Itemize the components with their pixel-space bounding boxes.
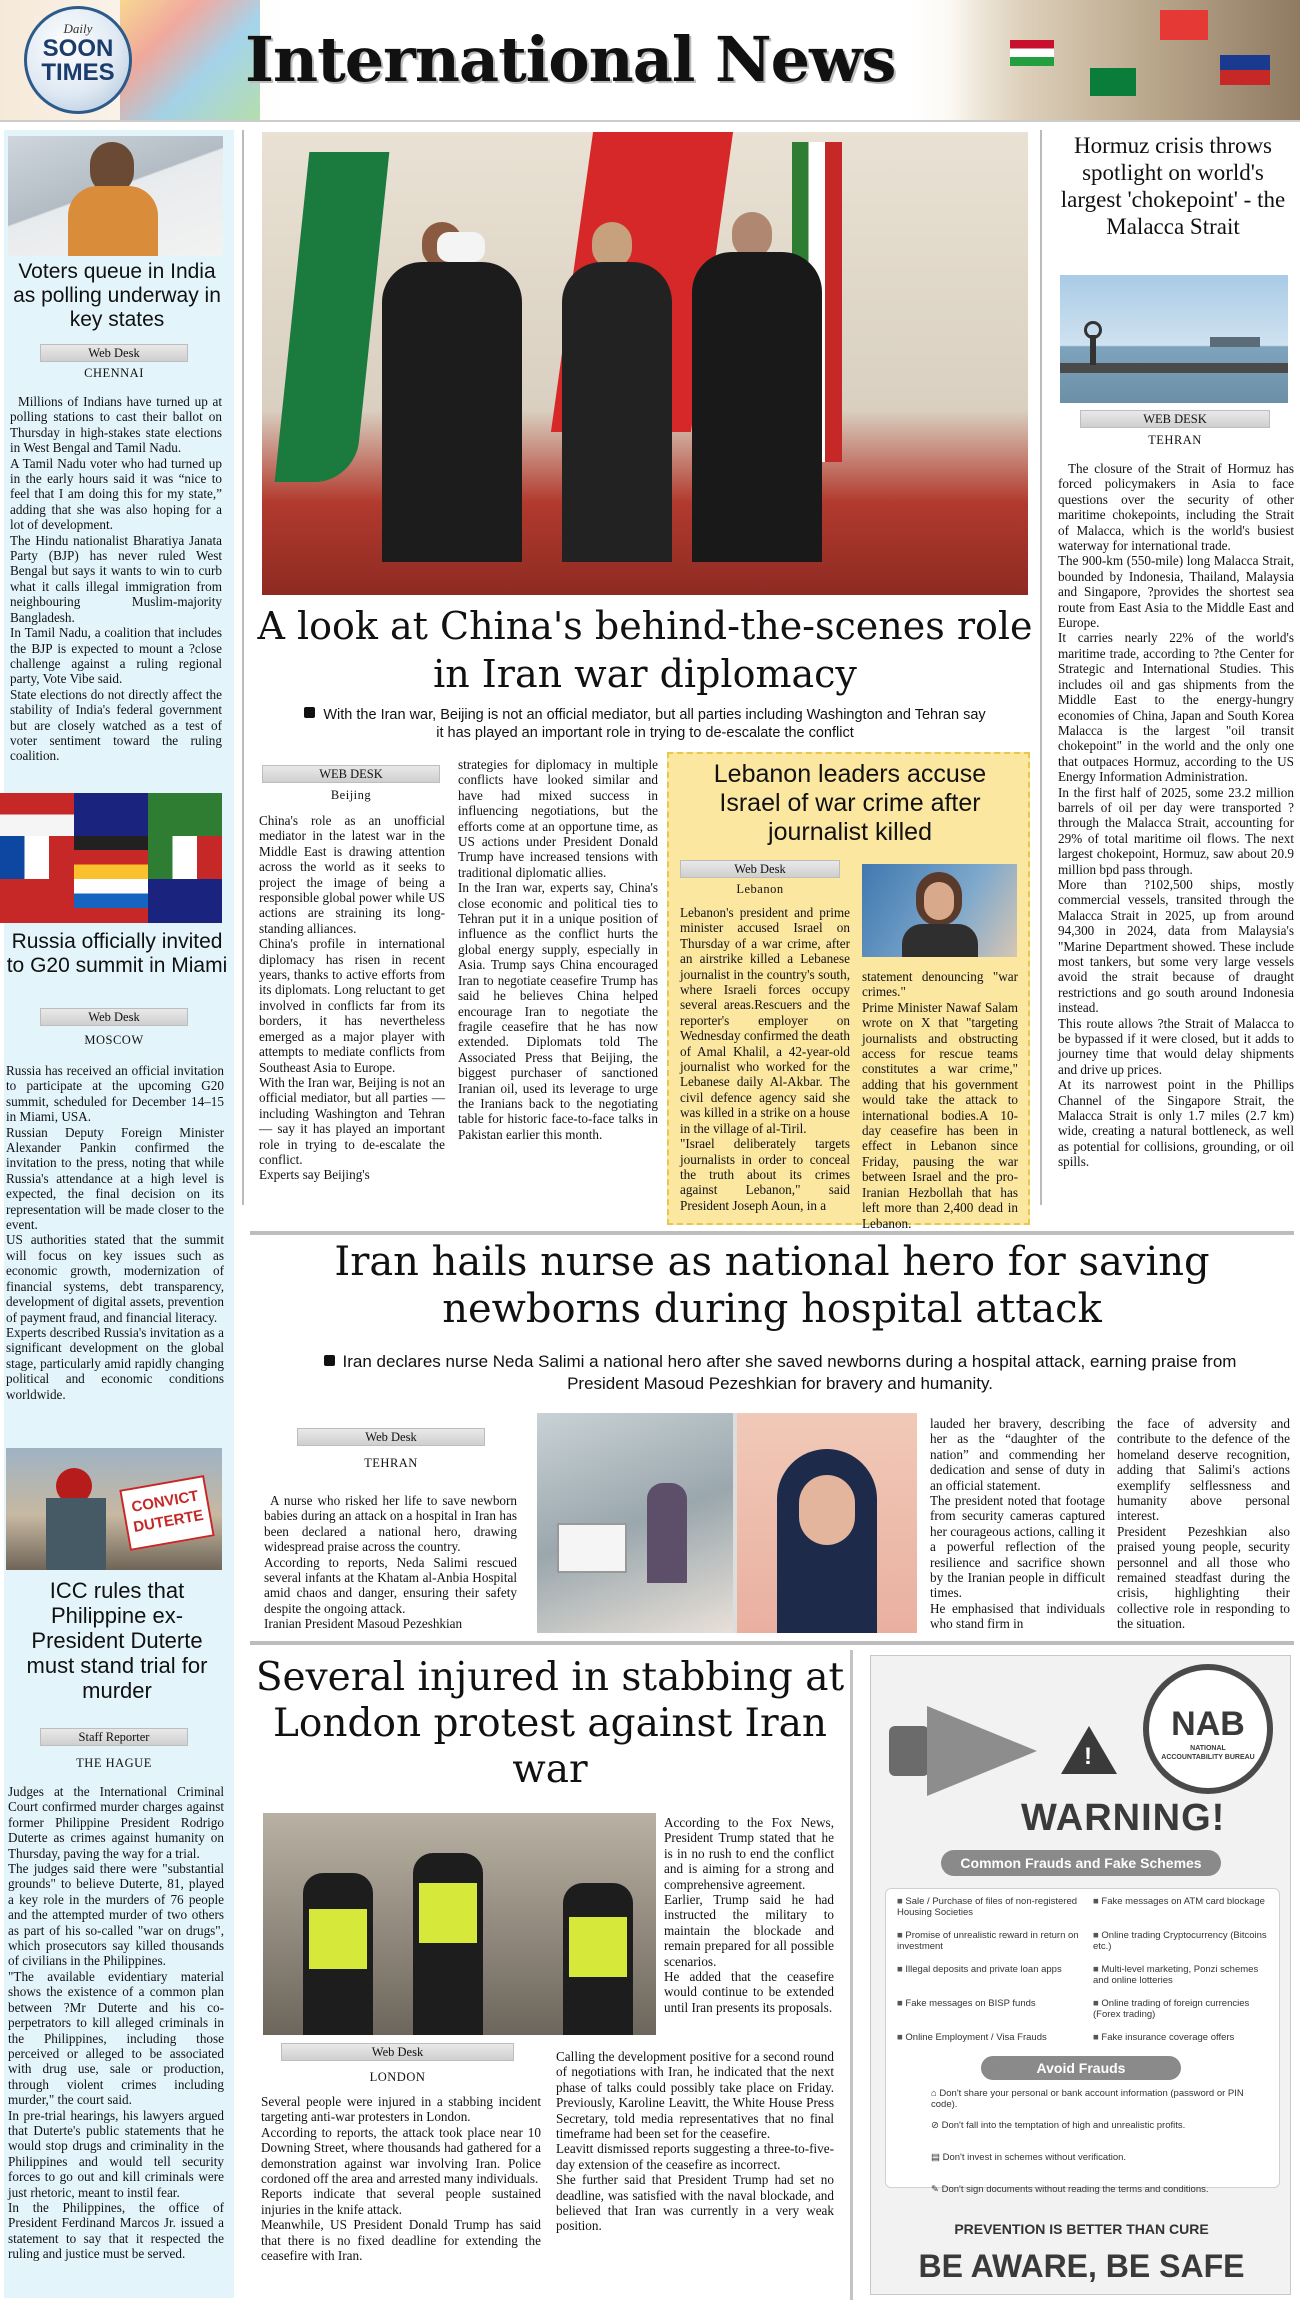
pen-icon: ✎ [931, 2184, 942, 2195]
soon-times-logo [24, 6, 132, 114]
masthead-flag-1 [1010, 40, 1054, 66]
column-rule [1040, 130, 1042, 1205]
fraud-item: ■ Online Employment / Visa Frauds [897, 2032, 1047, 2043]
g20-para: Russian Deputy Foreign Minister Alexander Pankin confirmed the invitation to the press, noting that while Russia's attendance at a high level is expected, the final decision on its representation will be made closer to the event. [6, 1124, 224, 1233]
nab-ad: ! NAB NATIONAL ACCOUNTABILITY BUREAU WARNING! Common Frauds and Fake Schemes ■ Sale / Purchase of files of non-registered Housing Societies ■ Promise of unrealistic reward in return on investment ■ Illegal deposits and private loan apps ■ Fake messages on BISP funds ■ Online Employment / Visa Frauds ■ Fake messages on ATM card blockage ■ Online trading Cryptocurrency (Bitcoins etc.) ■ Multi-level marketing, Ponzi schemes and online lotteries ■ Online trading of foreign currencies (Forex trading) ■ Fake insurance coverage offers Avoid Frauds ⌂ Don't share your personal or bank account information (password or PIN code). ⊘ Don't fall into the temptation of high and unrealistic profits. ▤ Don't invest in schemes without verification. ✎ Don't sign documents without reading the terms and conditions. PREVENTION IS BETTER THAN CURE BE AWARE, BE SAFE [870, 1655, 1291, 2295]
lebanon-dateline: Lebanon [736, 882, 784, 896]
frauds-section-pill: Common Frauds and Fake Schemes [941, 1850, 1221, 1876]
nurse-subhead [320, 1351, 1240, 1395]
fraud-item: ■ Illegal deposits and private loan apps [897, 1964, 1062, 1975]
column-rule [850, 1650, 853, 2300]
london-para: Reports indicate that several people sustained injuries in the knife attack. [261, 2186, 541, 2217]
chart-icon: ▤ [931, 2152, 943, 2163]
india-body [10, 394, 222, 764]
g20-dateline: MOSCOW [84, 1033, 144, 1047]
nurse-portrait-photo [737, 1413, 917, 1633]
check-icon: ■ [897, 1964, 906, 1975]
fraud-item: ■ Online trading Cryptocurrency (Bitcoins etc.) [1093, 1930, 1267, 1952]
check-icon: ■ [1093, 1896, 1102, 1907]
china-diplomacy-photo [262, 132, 1028, 595]
nurse-headline: Iran hails nurse as national hero for saving newborns during hospital attack [334, 1239, 1210, 1332]
hormuz-para: At its narrowest point in the Phillips Channel of the Singapore Strait, the Malacca Strait is only 1.7 miles (2.7 km) wide, creating a natural bottleneck, as well as potential for collisions, grounding, or oil spills. [1058, 1077, 1294, 1170]
check-icon: ■ [897, 1930, 906, 1941]
duterte-byline: Staff Reporter [40, 1728, 188, 1746]
g20-para: US authorities stated that the summit will focus on key issues such as economic growth, modernization of financial systems, debt transparency, development of digital assets, prevention of payment fraud, and financial literacy. [6, 1232, 224, 1325]
london-para: Several people were injured in a stabbing incident targeting anti-war protesters in London. [261, 2094, 541, 2125]
lebanon-col2 [862, 969, 1018, 1231]
london-para: She further said that President Trump had set no deadline, was satisfied with the naval blockade, and believed that Iran was currently in a very weak position. [556, 2172, 834, 2234]
london-para: He added that the ceasefire would continue to be extended until Iran presents its proposals. [664, 1969, 834, 2015]
g20-headline: Russia officially invited to G20 summit in Miami [6, 930, 228, 977]
london-byline: Web Desk [281, 2043, 514, 2061]
london-police-photo [263, 1813, 656, 2035]
masthead-flag-3 [1220, 55, 1270, 85]
be-aware-footer: BE AWARE, BE SAFE [918, 2248, 1245, 2284]
section-divider [250, 1641, 1294, 1645]
warning-text: WARNING! [1021, 1797, 1226, 1839]
duterte-para: The judges said there were "substantial grounds" to believe Duterte, 81, played a key role in the murders of 76 people and the attempted murder of two others as part of his so-called "war on drugs", which prosecutors say killed thousands of civilians in the Philippines. [8, 1861, 224, 1969]
malacca-strait-photo [1060, 275, 1288, 403]
nurse-para: The president noted that footage from security cameras captured her courageous actions, calling it a powerful reflection of the resilience and sacrifice shown by the Iranian people in difficult times. [930, 1493, 1105, 1601]
hormuz-para: It carries nearly 22% of the world's maritime trade, according to ?the Center for Strategic and International Studies. This includes oil and gas shipments from the Middle East to the energy-hungry economies of China, Japan and South Korea Malacca is the largest "oil transit chokepoint" in the world and the only one that outpaces Hormuz, according to the US Energy Information Administration. [1058, 630, 1294, 785]
fraud-item: ■ Multi-level marketing, Ponzi schemes and online lotteries [1093, 1964, 1259, 1986]
fraud-item: ■ Fake insurance coverage offers [1093, 2032, 1235, 2043]
warning-icon: ⊘ [931, 2120, 942, 2131]
column-rule [242, 130, 244, 1205]
china-para: China's role as an unofficial mediator in the latest war in the Middle East is drawing attention across the world as it seeks to project the image of being a responsible global power while US actions are straining its long-standing alliances. [259, 813, 445, 936]
china-para: China's profile in international diplomacy has risen in recent years, thanks to active efforts from its diplomats. Long reluctant to get involved in conflicts far from its borders, it has nevertheless emerged as a major player with attempts to mediate conflicts from Southeast Asia to Europe. [259, 936, 445, 1075]
lebanon-para: Lebanon's president and prime minister accused Israel on Thursday of a war crime, after an airstrike killed a Lebanese journalist in the country's south, where Israeli forces occupy several areas.Rescuers and the reporter's employer on Wednesday confirmed the death of Amal Khalil, a 42-year-old journalist who worked for the Lebanese daily Al-Akbar. The civil defence agency said she was killed in a strike on a house in the village of al-Tiril. [680, 905, 850, 1136]
india-headline: Voters queue in India as polling underway in key states [13, 260, 221, 331]
london-para: According to reports, the attack took place near 10 Downing Street, where thousands had gathered for a demonstration against war involving Iran. Police cordoned off the area and arrested many individuals. [261, 2124, 541, 2187]
masthead [0, 0, 1300, 122]
logo-soon: SOON [42, 35, 114, 62]
duterte-para: In pre-trial hearings, his lawyers argued that Duterte's public statements that he would stop drugs and criminality in the Philippines and would tell security forces to go out and kill criminals were just rhetoric, meant to instil fear. [8, 2107, 224, 2200]
london-para: According to the Fox News, President Trump stated that he is in no rush to end the conflict and is aiming for a strong and comprehensive agreement. [664, 1815, 834, 1892]
g20-byline: Web Desk [40, 1008, 188, 1026]
nurse-col3 [1117, 1416, 1290, 1632]
g20-body [6, 1063, 224, 1402]
india-para: Millions of Indians have turned up at polling stations to cast their ballot on Thursday in high-stakes state elections in West Bengal and Tamil Nadu. [10, 394, 222, 456]
duterte-dateline: THE HAGUE [76, 1756, 152, 1770]
nurse-para: According to reports, Neda Salimi rescued several infants at the Khatam al-Anbia Hospital amid chaos and danger, ensuring their safety despite the ongoing attack. [264, 1554, 517, 1616]
duterte-body [8, 1784, 224, 2262]
hormuz-byline: WEB DESK [1080, 410, 1270, 428]
journalist-portrait [862, 864, 1017, 957]
china-para: Experts say Beijing's [259, 1167, 370, 1183]
avoid-item: ⌂ Don't share your personal or bank account information (password or PIN code). [931, 2088, 1244, 2110]
lebanon-para: Prime Minister Nawaf Salam wrote on X that "targeting journalists and obstructing access for rescue teams constitutes a war crime," adding that his government would take the attack to international bodies.A 10-day ceasefire has been in effect in Lebanon since Friday, pausing the war between Israel and the pro-Iranian Hezbollah that has left more than 2,400 dead in Lebanon. [862, 999, 1018, 1231]
india-para: A Tamil Nadu voter who had turned up in the early hours said it was “nice to feel that I am doing this for my state,” adding that she was also hoping for a lot of development. [10, 455, 222, 533]
masthead-rainbow-stripes [120, 0, 260, 122]
nurse-byline: Web Desk [297, 1428, 485, 1446]
hormuz-body [1058, 461, 1294, 1170]
nurse-para: He emphasised that individuals who stand firm in [930, 1600, 1105, 1632]
london-para: Leavitt dismissed reports suggesting a three-to-five-day extension of the ceasefire as incorrect. [556, 2141, 834, 2172]
china-col2 [458, 757, 658, 1142]
avoid-list [931, 2088, 1261, 2216]
megaphone-icon [889, 1706, 1039, 1796]
india-dateline: CHENNAI [84, 366, 144, 380]
nurse-para: Iranian President Masoud Pezeshkian [264, 1616, 463, 1632]
nurse-photo-collage [537, 1413, 917, 1633]
check-icon: ■ [897, 2032, 906, 2043]
london-col1 [261, 2094, 541, 2263]
nurse-para: President Pezeshkian also praised young people, security personnel and all those who remained steadfast during the crisis, highlighting their collective role in responding to the situation. [1117, 1523, 1290, 1632]
nab-logo [1143, 1664, 1273, 1794]
fraud-item: ■ Fake messages on ATM card blockage [1093, 1896, 1265, 1907]
india-byline: Web Desk [40, 344, 188, 362]
india-para: The Hindu nationalist Bharatiya Janata Party (BJP) has never ruled West Bengal but says it wants to win to curb what it calls illegal immigration from neighbouring Muslim-majority Bangladesh. [10, 532, 222, 625]
nurse-para: the face of adversity and contribute to the defence of the homeland deserve recognition, adding that Salimi's actions exemplify selflessness and humanity above personal interest. [1117, 1416, 1290, 1524]
london-dateline: LONDON [369, 2070, 426, 2084]
hormuz-para: This route allows ?the Strait of Malacca to be bypassed if it were closed, but it adds to journey time that would delay shipments and drive up prices. [1058, 1015, 1294, 1077]
check-icon: ■ [897, 1896, 906, 1907]
frauds-right [1093, 1896, 1273, 2066]
avoid-item: ✎ Don't sign documents without reading the terms and conditions. [931, 2184, 1209, 2195]
hormuz-headline: Hormuz crisis throws spotlight on world's largest 'chokepoint' - the Malacca Strait [1060, 133, 1286, 239]
check-icon: ■ [1093, 1998, 1102, 2009]
nab-logo-ring-text: NATIONAL ACCOUNTABILITY BUREAU [1161, 1745, 1255, 1761]
nurse-para: lauded her bravery, describing her as the “daughter of the nation” and commending her dedication and sense of duty in an official statement. [930, 1416, 1105, 1493]
hormuz-para: The 900-km (550-mile) long Malacca Strait, bounded by Indonesia, Thailand, Malaysia and Singapore, ?provides the shortest sea route from East Asia to the Middle East and Europe. [1058, 553, 1294, 631]
hormuz-para: In the first half of 2025, some 23.2 million barrels of oil per day were transported ?through the Malacca Strait, accounting for 29% of total maritime oil flows. The next largest chokepoint, Hormuz, saw about 20.9 million bpd pass through. [1058, 784, 1294, 877]
masthead-flag-2 [1160, 10, 1208, 40]
china-dateline: Beijing [330, 788, 372, 802]
hormuz-para: More than ?102,500 ships, mostly commercial vessels, transited through the Malacca Strait in 2025, up from around 94,300 in 2024, data from Malaysia's "Marine Department showed. These include most tankers, but some very large vessels avoid the strait because of draught restrictions and go south around Indonesia instead. [1058, 876, 1294, 1016]
avoid-section-pill: Avoid Frauds [981, 2056, 1181, 2080]
masthead-flag-4 [1090, 68, 1136, 96]
nab-logo-text: NAB [1171, 1705, 1245, 1743]
london-col2-top [664, 1815, 834, 2015]
nurse-para: A nurse who risked her life to save newborn babies during an attack on a hospital in Iran has been declared a national hero, drawing widespread praise across the country. [264, 1493, 517, 1555]
bullet-icon [304, 707, 315, 718]
india-para: State elections do not directly affect the stability of India's federal government but are closely watched as a test of voter sentiment toward the ruling coalition. [10, 686, 222, 764]
nurse-dateline: TEHRAN [364, 1456, 418, 1470]
lebanon-col1 [680, 905, 850, 1213]
china-byline: WEB DESK [262, 765, 440, 783]
check-icon: ■ [1093, 1930, 1102, 1941]
london-para: Earlier, Trump said he had instructed the military to maintain the blockade and remain prepared for all possible scenarios. [664, 1892, 834, 1969]
hormuz-para: The closure of the Strait of Hormuz has forced policymakers in Asia to face questions over the security of other maritime chokepoints, including the Strait of Malacca, which is the world's busiest waterway for international trade. [1058, 461, 1294, 554]
frauds-left [897, 1896, 1087, 2066]
hormuz-dateline: TEHRAN [1148, 433, 1202, 447]
lebanon-headline: Lebanon leaders accuse Israel of war crime after journalist killed [713, 760, 987, 846]
nurse-col2 [930, 1416, 1105, 1632]
g20-flags-photo [0, 793, 222, 923]
prevention-tagline: PREVENTION IS BETTER THAN CURE [954, 2221, 1209, 2237]
avoid-item: ▤ Don't invest in schemes without verification. [931, 2152, 1127, 2163]
duterte-para: Judges at the International Criminal Court confirmed murder charges against former Philippine President Rodrigo Duterte as crimes against humanity on Thursday, paving the way for a trial. [8, 1784, 224, 1861]
logo-times: TIMES [41, 59, 115, 86]
lebanon-para: statement denouncing "war crimes." [862, 969, 1018, 1000]
india-voter-photo [8, 136, 223, 256]
duterte-para: In the Philippines, the office of President Ferdinand Marcos Jr. issued a statement to say that it respected the ruling and justice must be served. [8, 2199, 224, 2262]
bank-icon: ⌂ [931, 2088, 940, 2099]
lebanon-byline: Web Desk [680, 860, 840, 878]
avoid-item: ⊘ Don't fall into the temptation of high and unrealistic profits. [931, 2120, 1186, 2131]
bullet-icon [324, 1355, 335, 1366]
duterte-para: "The available evidentiary material shows the existence of a common plan between ?Mr Duterte and his co-perpetrators to kill alleged criminals in the Philippines, including those perceived or alleged to be associated with drug use, sale or production, through violent crimes including murder," the court said. [8, 1968, 224, 2108]
logo-daily: Daily [63, 21, 93, 36]
check-icon: ■ [1093, 1964, 1102, 1975]
lebanon-para: "Israel deliberately targets journalists in order to conceal the truth about its crimes against Lebanon," said President Joseph Aoun, in a [680, 1136, 850, 1213]
fraud-item: ■ Sale / Purchase of files of non-registered Housing Societies [897, 1896, 1078, 1918]
nurse-subhead-text: Iran declares nurse Neda Salimi a national hero after she saved newborns during a hospital attack, earning praise from President Masoud Pezeshkian for bravery and humanity. [342, 1352, 1237, 1393]
fraud-item: ■ Fake messages on BISP funds [897, 1998, 1036, 2009]
duterte-headline: ICC rules that Philippine ex-President Duterte must stand trial for murder [26, 1578, 208, 1703]
london-headline: Several injured in stabbing at London protest against Iran war [255, 1655, 845, 1792]
london-col2-bottom [556, 2049, 834, 2234]
g20-para: Russia has received an official invitation to participate at the upcoming G20 summit, scheduled for December 14–15 in Miami, USA. [6, 1063, 224, 1125]
duterte-protest-sign: CONVICT DUTERTE [119, 1475, 214, 1551]
china-col1 [259, 813, 445, 1183]
masthead-title: International News [245, 23, 896, 96]
china-para: In the Iran war, experts say, China's close economic and political ties to Tehran put it in a unique position of influence as the conflict hurts the global energy supply, especially in Asia. Trump says China encouraged Iran to negotiate ceasefire Trump has said he believes China helped encourage Iran to negotiate the fragile ceasefire that he has now extended. Diplomats told The Associated Press that Beijing, the biggest purchaser of sanctioned Iranian oil, used its leverage to urge the Iranians back to the negotiating table for historic face-to-face talks in Pakistan earlier this month. [458, 880, 658, 1142]
china-para: With the Iran war, Beijing is not an official mediator, but all parties — including Washington and Tehran — say it has played an important role in trying to de-escalate the conflict. [259, 1074, 445, 1167]
g20-para: Experts described Russia's invitation as a significant development on the global stage, particularly amid rapidly changing political and economic conditions worldwide. [6, 1324, 224, 1402]
london-para: Calling the development positive for a second round of negotiations with Iran, he indicated that the next phase of talks could possibly take place on Friday. Previously, Karoline Leavitt, the White House Press Secretary, told media representatives that no final timeframe had been set for the ceasefire. [556, 2049, 834, 2142]
nurse-col1 [264, 1493, 517, 1632]
fraud-item: ■ Promise of unrealistic reward in return on investment [897, 1930, 1079, 1952]
fraud-item: ■ Online trading of foreign currencies (Forex trading) [1093, 1998, 1250, 2020]
hospital-nursery-photo [537, 1413, 733, 1633]
check-icon: ■ [1093, 2032, 1102, 2043]
check-icon: ■ [897, 1998, 906, 2009]
india-para: In Tamil Nadu, a coalition that includes the BJP is expected to mount a ?close challenge against a ruling regional party, Vote Vibe said. [10, 625, 222, 687]
duterte-protest-photo [6, 1448, 222, 1570]
section-divider [250, 1231, 1294, 1235]
china-para: strategies for diplomacy in multiple conflicts have looked similar and have had mixed success in influencing negotiations, but the efforts come at an opportune time, as US actions under President Donald Trump have increased tensions with traditional diplomatic allies. [458, 757, 658, 880]
china-subhead-text: With the Iran war, Beijing is not an official mediator, but all parties including Washington and Tehran say it has played an important role in trying to de-escalate the conflict [323, 707, 986, 741]
china-headline: A look at China's behind-the-scenes role in Iran war diplomacy [257, 604, 1033, 696]
china-subhead [300, 706, 990, 742]
london-para: Meanwhile, US President Donald Trump has said that there is no fixed deadline for extending the ceasefire with Iran. [261, 2217, 541, 2264]
